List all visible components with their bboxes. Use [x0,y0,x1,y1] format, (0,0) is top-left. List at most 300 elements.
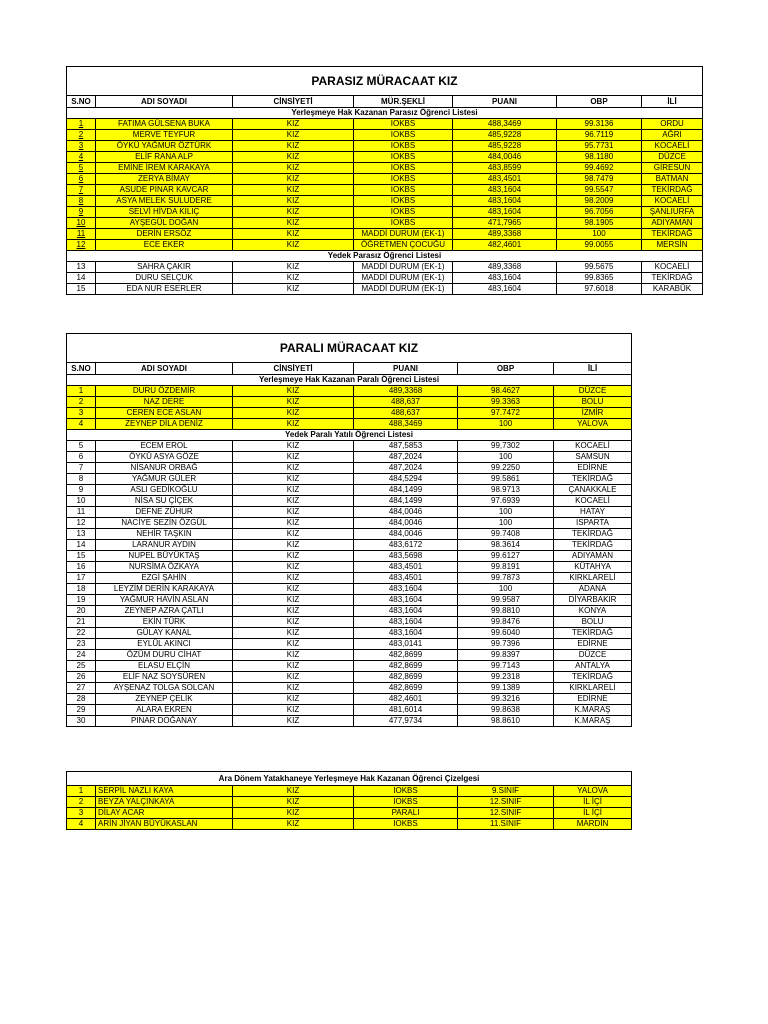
table-cell: 12 [67,518,96,529]
table-cell: KIZ [233,705,354,716]
table-cell: 483,1604 [453,185,557,196]
table-cell: ZERYA BİMAY [96,174,233,185]
table-cell: KIZ [233,119,354,130]
table-cell: NİSA SU ÇİÇEK [96,496,233,507]
table-cell: EDİRNE [554,639,632,650]
table-cell: 485,9228 [453,141,557,152]
table-cell: 3 [67,141,96,152]
table-cell: KIZ [233,284,354,295]
table-cell: KIZ [233,595,354,606]
table-row [67,639,632,650]
table-cell: ORDU [642,119,703,130]
table-cell: 7 [67,185,96,196]
table-cell: 99.8191 [458,562,554,573]
table-row [67,485,632,496]
table-cell: ANTALYA [554,661,632,672]
table-cell: IOKBS [354,207,453,218]
table-cell: 99.7396 [458,639,554,650]
table-row [67,595,632,606]
table-cell: KIZ [233,639,354,650]
table-cell: DÜZCE [554,386,632,397]
table-cell: 14 [67,540,96,551]
table-row [67,551,632,562]
table-cell: 482,8699 [354,661,458,672]
table-cell: 100 [458,584,554,595]
table-cell: ADIYAMAN [554,551,632,562]
table-cell: 484,1499 [354,485,458,496]
parasiz-table [66,66,703,295]
table-cell: MADDİ DURUM (EK-1) [354,284,453,295]
table-cell: NİSANUR ORBAĞ [96,463,233,474]
table-cell: 22 [67,628,96,639]
table-row [67,218,703,229]
table-row [67,185,703,196]
table-cell: KOCAELİ [642,141,703,152]
table-cell: KIZ [233,207,354,218]
table-cell: KIZ [233,218,354,229]
table-row [67,284,703,295]
table-cell: KIZ [233,716,354,727]
table-row [67,152,703,163]
table-cell: 10 [67,218,96,229]
table-cell: KIZ [233,262,354,273]
parali-header-row [67,363,632,375]
table-cell: 483,6172 [354,540,458,551]
table-row [67,584,632,595]
col-header: ADI SOYADI [96,363,233,375]
col-header: CİNSİYETİ [233,96,354,108]
table-row [67,163,703,174]
table-cell: 12.SINIF [458,797,554,808]
table-cell: KIZ [233,529,354,540]
table-cell: BOLU [554,397,632,408]
table-cell: 29 [67,705,96,716]
section-row [67,430,632,441]
table-cell: 26 [67,672,96,683]
table-cell: MERSİN [642,240,703,251]
table-cell: 485,9228 [453,130,557,141]
table-cell: 97.7472 [458,408,554,419]
table-cell: 4 [67,152,96,163]
table-cell: IOKBS [354,130,453,141]
table-cell: 12.SINIF [458,808,554,819]
table-cell: GİRESUN [642,163,703,174]
table-row [67,273,703,284]
table-cell: ADIYAMAN [642,218,703,229]
table-cell: 98.3614 [458,540,554,551]
table-cell: KIZ [233,683,354,694]
table-cell: 99.7143 [458,661,554,672]
parasiz-title: PARASIZ MÜRACAAT KIZ [67,67,703,96]
table-cell: IOKBS [354,185,453,196]
table-row [67,716,632,727]
table-cell: 9 [67,207,96,218]
col-header: S.NO [67,363,96,375]
table-cell: TEKİRDAĞ [642,229,703,240]
table-cell: 100 [458,419,554,430]
table-cell: 488,3469 [453,119,557,130]
table-cell: EZGİ ŞAHİN [96,573,233,584]
table-cell: 98.2009 [557,196,642,207]
table-cell: 99.4692 [557,163,642,174]
table-cell: SAHRA ÇAKIR [96,262,233,273]
table-cell: ASLI GEDİKOĞLU [96,485,233,496]
table-cell: KARABÜK [642,284,703,295]
table-cell: 99.2318 [458,672,554,683]
table-cell: KIZ [233,661,354,672]
table-cell: ALARA EKREN [96,705,233,716]
table-cell: 24 [67,650,96,661]
table-row [67,507,632,518]
table-cell: ELASU ELÇİN [96,661,233,672]
table-cell: KIZ [233,419,354,430]
table-row [67,672,632,683]
table-cell: ECEM EROL [96,441,233,452]
table-cell: 489,3368 [453,262,557,273]
table-cell: 19 [67,595,96,606]
col-header: PUANI [354,363,458,375]
table-cell: 3 [67,808,96,819]
table-cell: DİYARBAKIR [554,595,632,606]
table-cell: 99.8365 [557,273,642,284]
table-cell: KIZ [233,628,354,639]
table-cell: 15 [67,551,96,562]
table-cell: 484,5294 [354,474,458,485]
table-cell: KIZ [233,584,354,595]
table-cell: ÇANAKKALE [554,485,632,496]
table-cell: KIZ [233,152,354,163]
table-cell: KIZ [233,452,354,463]
table-row [67,174,703,185]
table-cell: 487,2024 [354,452,458,463]
table-cell: KIZ [233,551,354,562]
table-cell: 99.3216 [458,694,554,705]
table-cell: BEYZA YALÇINKAYA [96,797,233,808]
table-cell: KOCAELİ [642,262,703,273]
table-cell: İL İÇİ [554,797,632,808]
ara-donem-table [66,771,632,830]
table-cell: 1 [67,119,96,130]
table-cell: KIZ [233,485,354,496]
table-cell: ELİF NAZ SOYSÜREN [96,672,233,683]
table-cell: DİLAY ACAR [96,808,233,819]
table-cell: 484,0046 [354,518,458,529]
table-cell: 14 [67,273,96,284]
parasiz-header-row [67,96,703,108]
table-cell: 99.6040 [458,628,554,639]
table-row [67,119,703,130]
table-cell: 4 [67,419,96,430]
table-cell: KIZ [233,163,354,174]
table-cell: EYLÜL AKINCI [96,639,233,650]
table-row [67,540,632,551]
table-row [67,386,632,397]
table-cell: 99.5861 [458,474,554,485]
table-cell: 97.6939 [458,496,554,507]
table-cell: KIZ [233,617,354,628]
table-cell: 17 [67,573,96,584]
section-row [67,251,703,262]
table-cell: KIZ [233,397,354,408]
table-cell: TEKİRDAĞ [642,273,703,284]
table-cell: ÖYKÜ YAĞMUR ÖZTÜRK [96,141,233,152]
table-cell: 483,1604 [354,628,458,639]
table-cell: 481,6014 [354,705,458,716]
table-cell: KOCAELİ [554,441,632,452]
table-cell: SELVİ HİVDA KILIÇ [96,207,233,218]
table-cell: 15 [67,284,96,295]
table-row [67,229,703,240]
table-cell: EKİN TÜRK [96,617,233,628]
table-row [67,819,632,830]
table-row [67,452,632,463]
table-cell: 9.SINIF [458,786,554,797]
table-cell: 13 [67,262,96,273]
table-row [67,562,632,573]
table-cell: NUPEL BÜYÜKTAŞ [96,551,233,562]
table-cell: KIRKLARELİ [554,683,632,694]
table-cell: 482,8699 [354,650,458,661]
table-cell: KIZ [233,496,354,507]
table-row [67,408,632,419]
table-cell: 20 [67,606,96,617]
table-cell: 99.7408 [458,529,554,540]
table-cell: K.MARAŞ [554,705,632,716]
table-cell: KIZ [233,408,354,419]
table-cell: KIZ [233,650,354,661]
table-cell: DURU SELÇUK [96,273,233,284]
table-cell: 99.1389 [458,683,554,694]
table-row [67,397,632,408]
table-cell: ELİF RANA ALP [96,152,233,163]
table-cell: LARANUR AYDIN [96,540,233,551]
table-cell: DÜZCE [642,152,703,163]
table-cell: KÜTAHYA [554,562,632,573]
table-cell: BATMAN [642,174,703,185]
table-cell: HATAY [554,507,632,518]
table-row [67,661,632,672]
table-cell: 488,3469 [354,419,458,430]
table-cell: KIZ [233,185,354,196]
section-title: Yerleşmeye Hak Kazanan Parasız Öğrenci Listesi [67,108,703,119]
table-cell: AYŞEGÜL DOĞAN [96,218,233,229]
col-header: CİNSİYETİ [233,363,354,375]
table-cell: AYŞENAZ TOLGA SOLCAN [96,683,233,694]
table-cell: TEKİRDAĞ [642,185,703,196]
table-cell: 2 [67,397,96,408]
table-cell: 99.5547 [557,185,642,196]
table-cell: KIZ [233,174,354,185]
col-header: OBP [557,96,642,108]
table-cell: 8 [67,474,96,485]
table-cell: 483,1604 [453,284,557,295]
table-cell: ZEYNEP AZRA ÇATLI [96,606,233,617]
table-cell: İZMİR [554,408,632,419]
table-cell: 6 [67,174,96,185]
table-cell: DEFNE ZÜHUR [96,507,233,518]
table-cell: 98.7479 [557,174,642,185]
table-cell: DÜZCE [554,650,632,661]
table-cell: KIZ [233,441,354,452]
table-cell: 484,1499 [354,496,458,507]
table-row [67,628,632,639]
table-cell: EDA NUR ESERLER [96,284,233,295]
table-row [67,606,632,617]
col-header: PUANI [453,96,557,108]
section-title: Yerleşmeye Hak Kazanan Paralı Öğrenci Listesi [67,375,632,386]
table-cell: 5 [67,441,96,452]
table-cell: NURSİMA ÖZKAYA [96,562,233,573]
table-cell: 99.7873 [458,573,554,584]
table-cell: 487,5853 [354,441,458,452]
table-cell: 484,0046 [354,529,458,540]
table-cell: IOKBS [354,786,458,797]
table-cell: KIZ [233,694,354,705]
table-row [67,705,632,716]
table-cell: KIZ [233,474,354,485]
table-cell: ADANA [554,584,632,595]
table-cell: 11 [67,229,96,240]
table-row [67,694,632,705]
table-cell: 483,1604 [453,196,557,207]
col-header: S.NO [67,96,96,108]
parali-title: PARALI MÜRACAAT KIZ [67,334,632,363]
col-header: ADI SOYADI [96,96,233,108]
table-cell: IOKBS [354,119,453,130]
table-cell: 483,4501 [453,174,557,185]
table-row [67,196,703,207]
table-cell: 483,1604 [354,584,458,595]
table-cell: 483,1604 [354,595,458,606]
table-cell: 98.1905 [557,218,642,229]
table-cell: K.MARAŞ [554,716,632,727]
table-cell: TEKİRDAĞ [554,672,632,683]
table-cell: 2 [67,130,96,141]
table-cell: 482,8699 [354,672,458,683]
table-cell: 5 [67,163,96,174]
table-cell: CEREN ECE ASLAN [96,408,233,419]
table-cell: 482,4601 [354,694,458,705]
table-cell: İL İÇİ [554,808,632,819]
table-cell: NACİYE SEZİN ÖZGÜL [96,518,233,529]
table-cell: 99.8810 [458,606,554,617]
table-cell: KIZ [233,229,354,240]
table-cell: KIRKLARELİ [554,573,632,584]
table-cell: 99.6127 [458,551,554,562]
table-cell: NEHİR TAŞKIN [96,529,233,540]
table-cell: 487,2024 [354,463,458,474]
table-cell: 99.0055 [557,240,642,251]
table-cell: KIZ [233,518,354,529]
table-cell: MADDİ DURUM (EK-1) [354,262,453,273]
table-row [67,786,632,797]
table-cell: 483,8599 [453,163,557,174]
ara-donem-title: Ara Dönem Yatakhaneye Yerleşmeye Hak Kazanan Öğrenci Çizelgesi [67,772,632,786]
table-cell: 28 [67,694,96,705]
table-cell: 4 [67,819,96,830]
table-cell: IOKBS [354,141,453,152]
table-cell: 6 [67,452,96,463]
table-cell: KIZ [233,240,354,251]
table-cell: 96.7119 [557,130,642,141]
table-cell: 100 [458,452,554,463]
table-cell: 11.SINIF [458,819,554,830]
table-cell: ISPARTA [554,518,632,529]
table-cell: 100 [557,229,642,240]
table-cell: 483,1604 [453,207,557,218]
table-row [67,441,632,452]
table-cell: IOKBS [354,196,453,207]
table-cell: 97.6018 [557,284,642,295]
table-cell: 489,3368 [354,386,458,397]
section-title: Yedek Paralı Yatılı Öğrenci Listesi [67,430,632,441]
table-cell: ÖĞRETMEN ÇOCUĞU [354,240,453,251]
table-cell: 3 [67,408,96,419]
table-cell: 471,7965 [453,218,557,229]
col-header: MÜR.ŞEKLİ [354,96,453,108]
table-cell: EMİNE İREM KARAKAYA [96,163,233,174]
table-cell: KIZ [233,562,354,573]
table-row [67,474,632,485]
table-cell: 18 [67,584,96,595]
table-cell: ASUDE PINAR KAVCAR [96,185,233,196]
table-cell: 16 [67,562,96,573]
col-header: İLİ [554,363,632,375]
table-cell: 100 [458,507,554,518]
table-cell: 98.1180 [557,152,642,163]
table-cell: 98.8610 [458,716,554,727]
table-cell: 12 [67,240,96,251]
table-cell: FATIMA GÜLSENA BUKA [96,119,233,130]
table-row [67,240,703,251]
table-cell: GÜLAY KANAL [96,628,233,639]
table-cell: IOKBS [354,797,458,808]
table-cell: YALOVA [554,786,632,797]
table-row [67,683,632,694]
table-cell: LEYZİM DERİN KARAKAYA [96,584,233,595]
table-cell: YALOVA [554,419,632,430]
table-cell: KIZ [233,196,354,207]
table-row [67,207,703,218]
table-cell: TEKİRDAĞ [554,628,632,639]
table-cell: 483,0141 [354,639,458,650]
table-row [67,650,632,661]
table-cell: ZEYNEP DİLA DENİZ [96,419,233,430]
table-cell: KIZ [233,573,354,584]
table-cell: KIZ [233,273,354,284]
table-cell: 1 [67,786,96,797]
table-cell: 99.8397 [458,650,554,661]
table-cell: EDİRNE [554,463,632,474]
table-row [67,463,632,474]
table-cell: 488,637 [354,408,458,419]
table-cell: KIZ [233,797,354,808]
table-cell: 11 [67,507,96,518]
table-cell: KIZ [233,130,354,141]
table-cell: ÖYKÜ ASYA GÖZE [96,452,233,463]
table-cell: 25 [67,661,96,672]
table-cell: NAZ DERE [96,397,233,408]
table-cell: 482,4601 [453,240,557,251]
table-cell: 483,5698 [354,551,458,562]
table-cell: PINAR DOĞANAY [96,716,233,727]
table-cell: 489,3368 [453,229,557,240]
table-cell: 483,4501 [354,573,458,584]
table-cell: IOKBS [354,218,453,229]
table-cell: KIZ [233,463,354,474]
table-cell: 10 [67,496,96,507]
table-cell: 99.2250 [458,463,554,474]
